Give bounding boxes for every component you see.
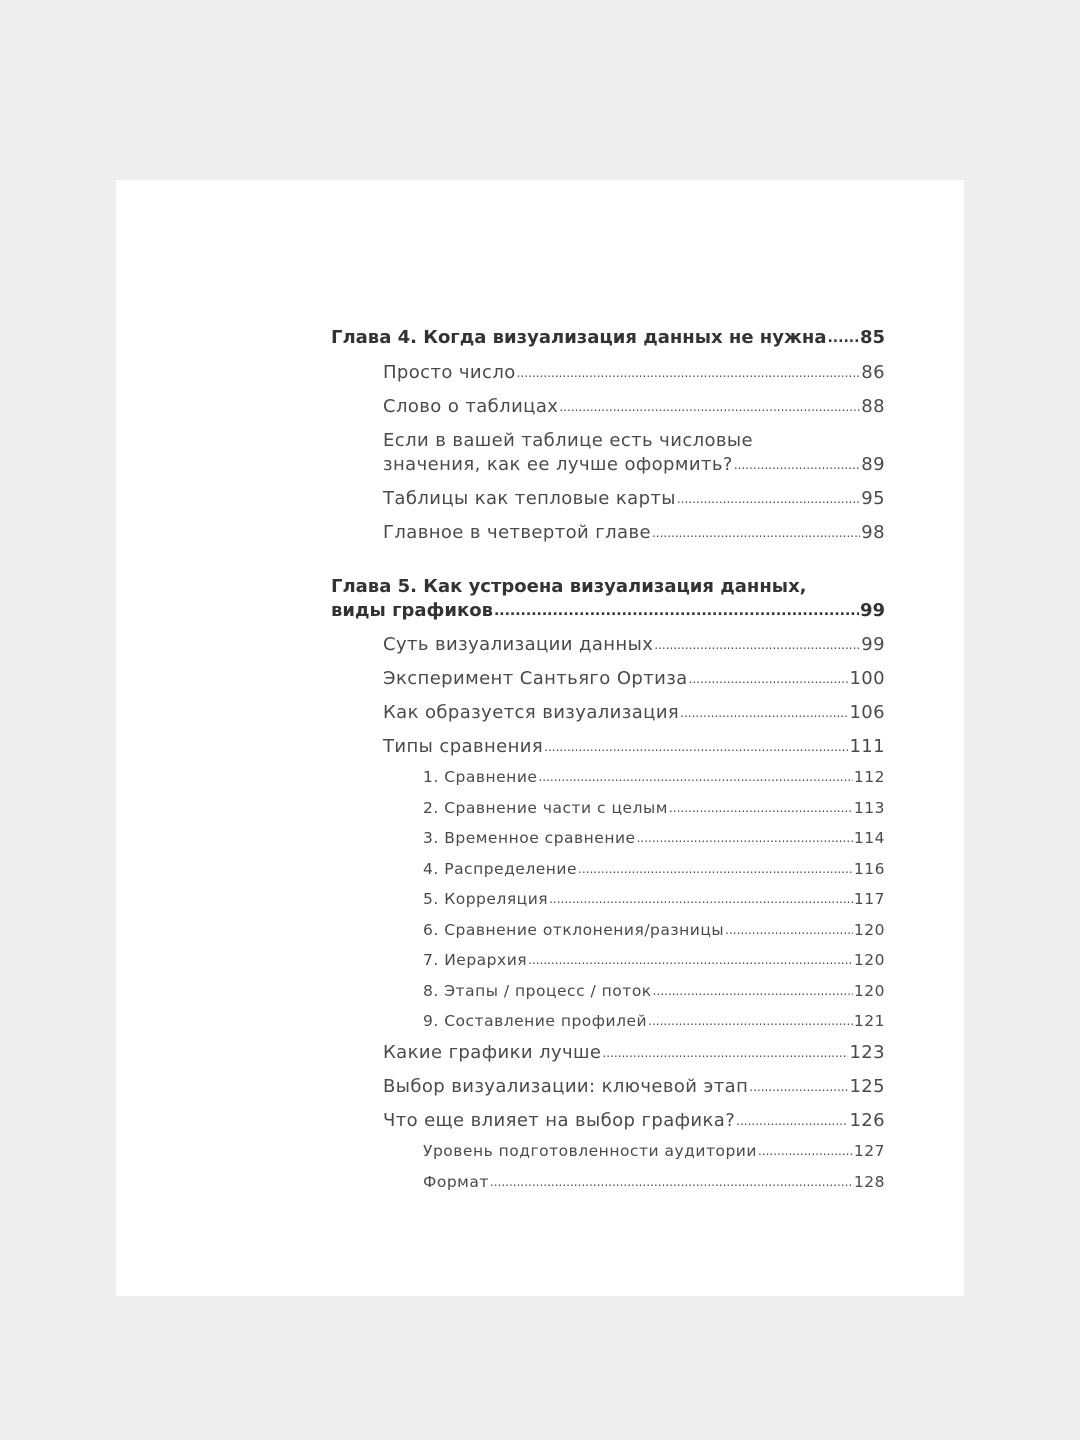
section-title: Слово о таблицах — [383, 396, 559, 417]
dot-leader — [528, 955, 853, 971]
page-number: 121 — [853, 1012, 885, 1030]
subsection-title: 3. Временное сравнение — [423, 829, 636, 847]
page-number: 99 — [861, 634, 885, 655]
toc-section[interactable] — [331, 521, 885, 545]
dot-leader — [637, 833, 853, 849]
dot-leader — [653, 985, 853, 1001]
subsection-title: 5. Корреляция — [423, 890, 549, 908]
toc-section[interactable] — [331, 395, 885, 419]
page-number: 120 — [853, 951, 885, 969]
toc-subsection[interactable] — [331, 889, 885, 909]
section-title-line-1: Если в вашей таблице есть числовые — [383, 430, 754, 451]
dot-leader — [689, 673, 849, 691]
page-number: 114 — [853, 829, 885, 847]
section-title: Главное в четвертой главе — [383, 522, 651, 543]
subsection-title: 2. Сравнение части с целым — [423, 798, 668, 817]
table-of-contents — [331, 326, 885, 1192]
toc-subsection[interactable] — [331, 1172, 885, 1192]
page-number: 86 — [861, 362, 885, 383]
section-title: Просто число — [383, 362, 516, 383]
page-number: 111 — [849, 736, 885, 757]
subsection-title: 9. Составление профилей — [423, 1012, 648, 1030]
toc-section[interactable] — [331, 633, 885, 657]
toc-subsection[interactable] — [331, 950, 885, 970]
dot-leader — [734, 459, 860, 477]
dot-leader — [652, 527, 860, 545]
chapter-title-line-2: виды графиков — [331, 600, 493, 621]
dot-leader — [549, 894, 853, 910]
page-number: 120 — [853, 981, 885, 1000]
toc-chapter-4[interactable] — [331, 326, 885, 350]
page-number: 125 — [849, 1076, 885, 1097]
toc-section[interactable] — [331, 1109, 885, 1133]
page-number: 123 — [849, 1042, 885, 1063]
dot-leader — [559, 401, 860, 419]
page-number: 127 — [853, 1142, 885, 1160]
section-title: Эксперимент Сантьяго Ортиза — [383, 668, 688, 689]
subsection-title: 8. Этапы / процесс / поток — [423, 981, 652, 1000]
section-title: Выбор визуализации: ключевой этап — [383, 1076, 749, 1097]
dot-leader — [827, 332, 858, 350]
page-number: 98 — [861, 522, 885, 543]
toc-section[interactable] — [331, 361, 885, 385]
section-title: Типы сравнения — [383, 736, 544, 757]
page-number: 120 — [853, 920, 885, 939]
toc-subsection[interactable] — [331, 1011, 885, 1031]
section-title: Таблицы как тепловые карты — [383, 488, 676, 509]
subsection-title: Формат — [423, 1172, 489, 1191]
toc-subsection[interactable] — [331, 1141, 885, 1161]
toc-subsection[interactable] — [331, 920, 885, 940]
section-title: Какие графики лучше — [383, 1042, 602, 1063]
page-number: 106 — [849, 702, 885, 723]
page-number: 88 — [861, 396, 885, 417]
dot-leader — [538, 772, 852, 788]
toc-subsection[interactable] — [331, 981, 885, 1001]
subsection-title: 4. Распределение — [423, 859, 578, 878]
page-number: 89 — [861, 454, 885, 475]
page-number: 99 — [859, 600, 885, 621]
chapter-title-line-1: Глава 5. Как устроена визуализация данных, — [331, 576, 807, 597]
subsection-title: 6. Сравнение отклонения/разницы — [423, 920, 725, 939]
dot-leader — [677, 493, 860, 511]
section-title: Суть визуализации данных — [383, 634, 654, 655]
dot-leader — [490, 1176, 853, 1192]
dot-leader — [654, 639, 860, 657]
page-number: 100 — [849, 668, 885, 689]
section-title: Что еще влияет на выбор графика? — [383, 1110, 736, 1131]
page-number: 95 — [861, 488, 885, 509]
page-number: 116 — [853, 859, 885, 878]
dot-leader — [736, 1115, 848, 1133]
dot-leader — [544, 741, 848, 759]
toc-section[interactable] — [331, 1041, 885, 1065]
page-number: 112 — [853, 768, 885, 786]
toc-subsection[interactable] — [331, 798, 885, 818]
page-number: 85 — [859, 327, 885, 348]
dot-leader — [725, 924, 853, 940]
dot-leader — [602, 1047, 848, 1065]
page-number: 128 — [853, 1172, 885, 1191]
page-number: 126 — [849, 1110, 885, 1131]
page-number: 117 — [853, 890, 885, 908]
chapter-title: Глава 4. Когда визуализация данных не нужна — [331, 327, 827, 348]
dot-leader — [669, 802, 853, 818]
subsection-title: Уровень подготовленности аудитории — [423, 1142, 757, 1160]
toc-subsection[interactable] — [331, 859, 885, 879]
section-title: Как образуется визуализация — [383, 702, 680, 723]
toc-chapter-5[interactable] — [331, 575, 885, 623]
book-page — [116, 180, 964, 1296]
dot-leader — [758, 1146, 853, 1162]
toc-section[interactable] — [331, 667, 885, 691]
toc-section-multiline[interactable] — [331, 429, 885, 477]
toc-section[interactable] — [331, 701, 885, 725]
toc-section[interactable] — [331, 487, 885, 511]
toc-section[interactable] — [331, 1075, 885, 1099]
dot-leader — [578, 863, 853, 879]
toc-subsection[interactable] — [331, 767, 885, 787]
dot-leader — [517, 367, 861, 385]
dot-leader — [749, 1081, 848, 1099]
page-number: 113 — [853, 798, 885, 817]
toc-section[interactable] — [331, 735, 885, 759]
toc-subsection[interactable] — [331, 828, 885, 848]
subsection-title: 1. Сравнение — [423, 768, 538, 786]
dot-leader — [494, 605, 859, 623]
dot-leader — [648, 1016, 853, 1032]
dot-leader — [680, 707, 848, 725]
subsection-title: 7. Иерархия — [423, 951, 528, 969]
section-title-line-2: значения, как ее лучше оформить? — [383, 454, 733, 475]
